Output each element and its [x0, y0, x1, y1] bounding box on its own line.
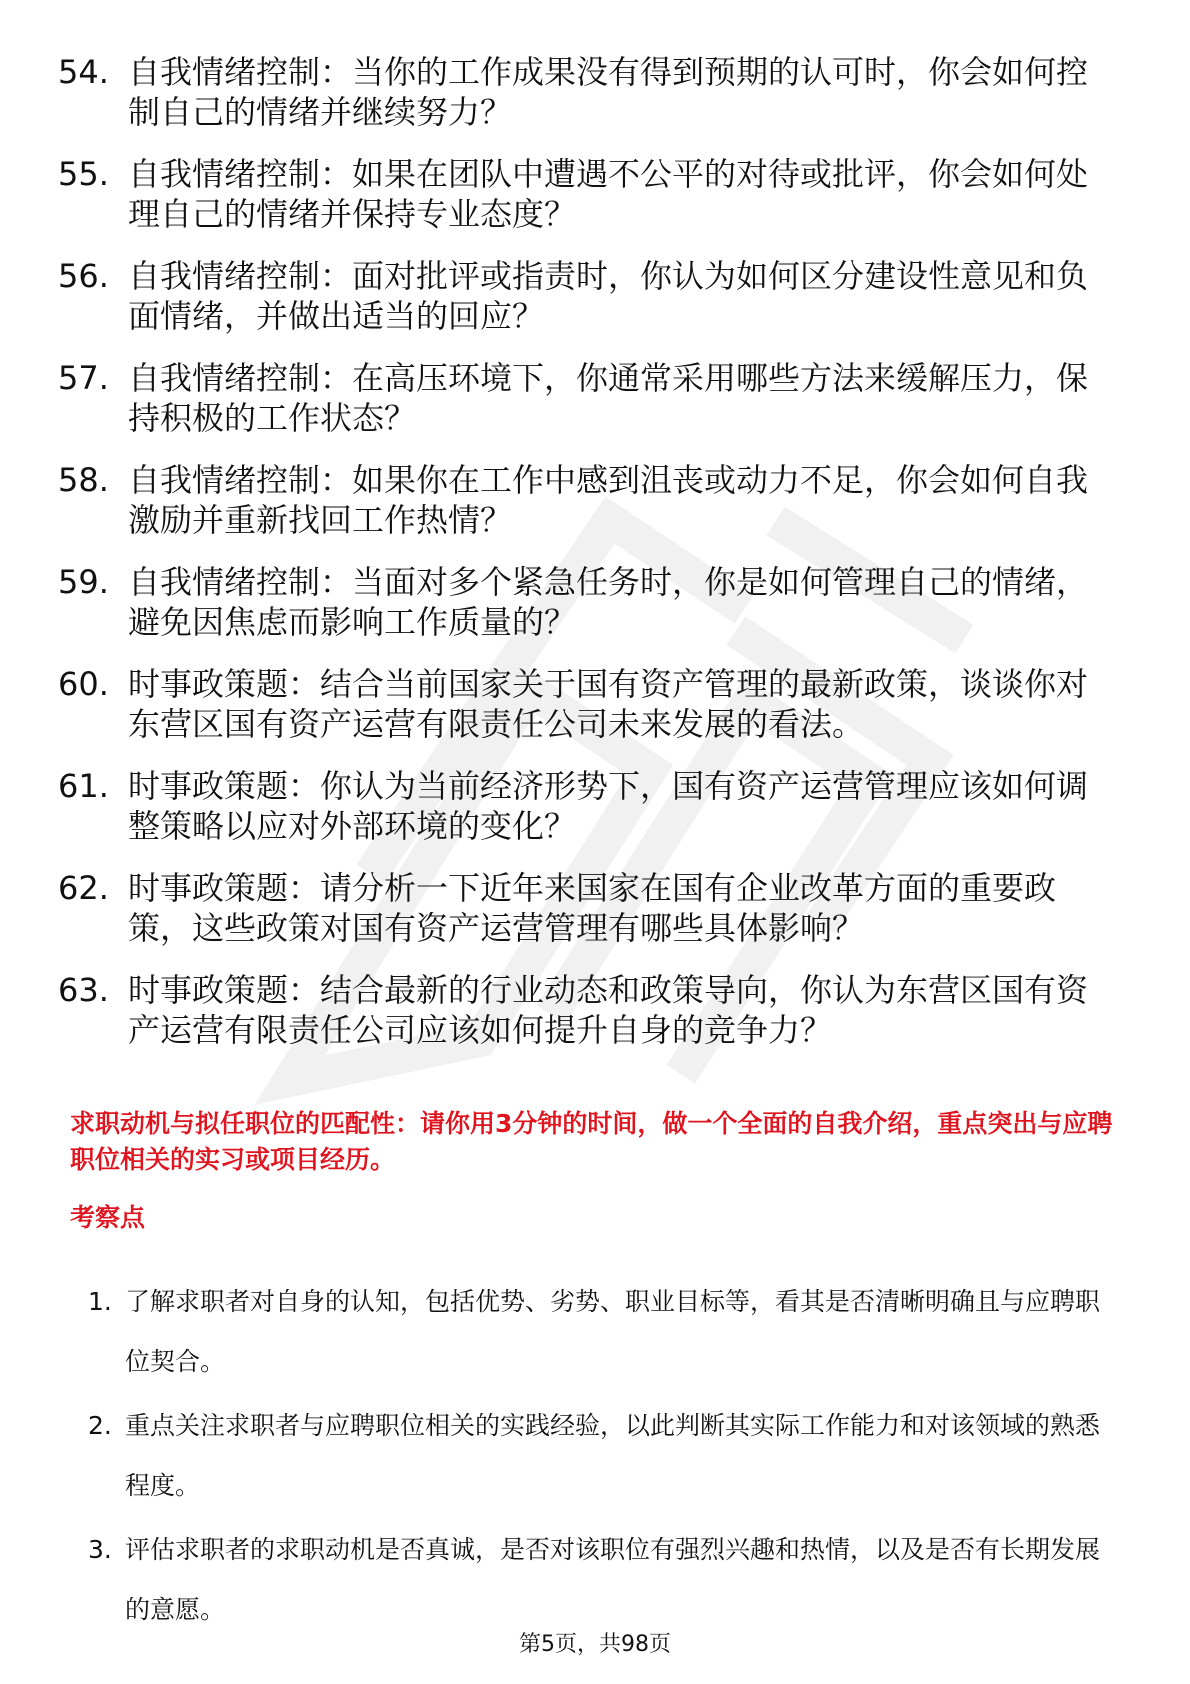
question-text: 自我情绪控制：当面对多个紧急任务时，你是如何管理自己的情绪，避免因焦虑而影响工作质量的？ — [128, 563, 1089, 641]
question-number: 56. — [58, 257, 109, 295]
point-number: 1. — [88, 1287, 112, 1316]
question-list — [58, 52, 1118, 1072]
point-text: 评估求职者的求职动机是否真诚，是否对该职位有强烈兴趣和热情，以及是否有长期发展的意愿。 — [125, 1535, 1101, 1624]
question-number: 61. — [58, 767, 109, 805]
question-item — [58, 562, 1118, 642]
question-number: 60. — [58, 665, 109, 703]
point-number: 2. — [88, 1411, 112, 1440]
question-item — [58, 460, 1118, 540]
point-number: 3. — [88, 1535, 112, 1564]
question-text: 自我情绪控制：当你的工作成果没有得到预期的认可时，你会如何控制自己的情绪并继续努力？ — [128, 53, 1089, 131]
assessment-point — [88, 1396, 1120, 1516]
question-number: 58. — [58, 461, 109, 499]
question-item — [58, 154, 1118, 234]
question-number: 59. — [58, 563, 109, 601]
assessment-point — [88, 1272, 1120, 1392]
page-footer: 第5页，共98页 — [519, 1632, 671, 1657]
question-text: 时事政策题：结合最新的行业动态和政策导向，你认为东营区国有资产运营有限责任公司应该如何提升自身的竞争力？ — [128, 971, 1089, 1049]
question-number: 54. — [58, 53, 109, 91]
point-text: 重点关注求职者与应聘职位相关的实践经验，以此判断其实际工作能力和对该领域的熟悉程度。 — [125, 1411, 1101, 1500]
question-text: 时事政策题：请分析一下近年来国家在国有企业改革方面的重要政策，这些政策对国有资产运营管理有哪些具体影响？ — [128, 869, 1057, 947]
point-text: 了解求职者对自身的认知，包括优势、劣势、职业目标等，看其是否清晰明确且与应聘职位契合。 — [125, 1287, 1101, 1376]
question-item — [58, 970, 1118, 1050]
question-text: 自我情绪控制：如果你在工作中感到沮丧或动力不足，你会如何自我激励并重新找回工作热情？ — [128, 461, 1089, 539]
question-number: 55. — [58, 155, 109, 193]
section-title: 考察点 — [70, 1203, 146, 1232]
question-text: 时事政策题：结合当前国家关于国有资产管理的最新政策，谈谈你对东营区国有资产运营有限责任公司未来发展的看法。 — [128, 665, 1089, 743]
question-item — [58, 256, 1118, 336]
question-item — [58, 358, 1118, 438]
question-number: 57. — [58, 359, 109, 397]
highlight-question: 求职动机与拟任职位的匹配性：请你用3分钟的时间，做一个全面的自我介绍，重点突出与应聘职位相关的实习或项目经历。 — [70, 1109, 1113, 1174]
assessment-points-list — [88, 1272, 1120, 1644]
question-number: 62. — [58, 869, 109, 907]
question-item — [58, 52, 1118, 132]
question-item — [58, 766, 1118, 846]
question-text: 自我情绪控制：在高压环境下，你通常采用哪些方法来缓解压力，保持积极的工作状态？ — [128, 359, 1089, 437]
question-text: 自我情绪控制：如果在团队中遭遇不公平的对待或批评，你会如何处理自己的情绪并保持专业态度？ — [128, 155, 1089, 233]
question-item — [58, 868, 1118, 948]
question-text: 时事政策题：你认为当前经济形势下，国有资产运营管理应该如何调整策略以应对外部环境的变化？ — [128, 767, 1089, 845]
question-item — [58, 664, 1118, 744]
assessment-point — [88, 1520, 1120, 1640]
question-text: 自我情绪控制：面对批评或指责时，你认为如何区分建设性意见和负面情绪，并做出适当的回应？ — [128, 257, 1089, 335]
question-number: 63. — [58, 971, 109, 1009]
